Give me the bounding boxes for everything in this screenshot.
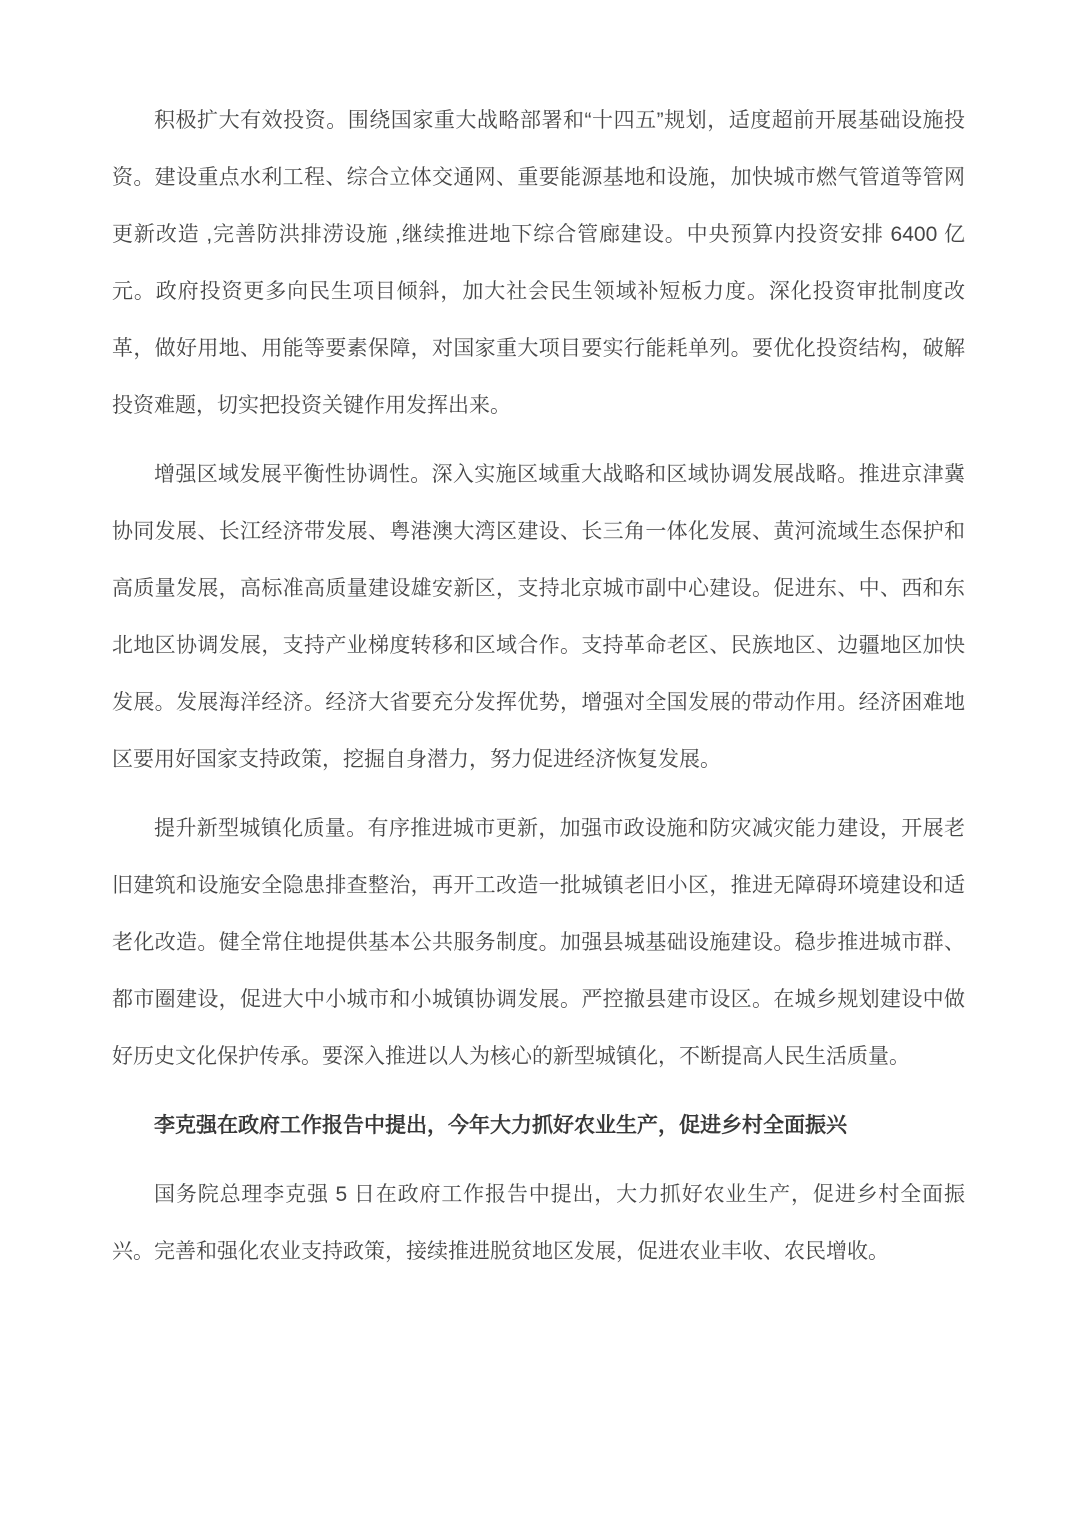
paragraph-agriculture: 国务院总理李克强 5 日在政府工作报告中提出，大力抓好农业生产，促进乡村全面振兴。完善和强化农业支持政策，接续推进脱贫地区发展，促进农业丰收、农民增收。: [112, 1183, 965, 1263]
paragraph-investment: 积极扩大有效投资。围绕国家重大战略部署和“十四五”规划，适度超前开展基础设施投资。建设重点水利工程、综合立体交通网、重要能源基地和设施，加快城市燃气管道等管网更新改造 ,完善防洪排涝设施 ,继续推进地下综合管廊建设。中央预算内投资安排 6400 亿元。政府投资更多向民生项目倾斜，加大社会民生领域补短板力度。深化投资审批制度改革，做好用地、用能等要素保障，对国家重大项目要实行能耗单列。要优化投资结构，破解投资难题，切实把投资关键作用发挥出来。: [112, 109, 965, 417]
paragraph-urbanization: 提升新型城镇化质量。有序推进城市更新，加强市政设施和防灾减灾能力建设，开展老旧建筑和设施安全隐患排查整治，再开工改造一批城镇老旧小区，推进无障碍环境建设和适老化改造。健全常住地提供基本公共服务制度。加强县城基础设施建设。稳步推进城市群、都市圈建设，促进大中小城市和小城镇协调发展。严控撤县建市设区。在城乡规划建设中做好历史文化保护传承。要深入推进以人为核心的新型城镇化，不断提高人民生活质量。: [112, 817, 965, 1068]
section-heading-agriculture: 李克强在政府工作报告中提出，今年大力抓好农业生产，促进乡村全面振兴: [154, 1114, 847, 1137]
paragraph-regional-development: 增强区域发展平衡性协调性。深入实施区域重大战略和区域协调发展战略。推进京津冀协同发展、长江经济带发展、粤港澳大湾区建设、长三角一体化发展、黄河流域生态保护和高质量发展，高标准高质量建设雄安新区，支持北京城市副中心建设。促进东、中、西和东北地区协调发展，支持产业梯度转移和区域合作。支持革命老区、民族地区、边疆地区加快发展。发展海洋经济。经济大省要充分发挥优势，增强对全国发展的带动作用。经济困难地区要用好国家支持政策，挖掘自身潜力，努力促进经济恢复发展。: [112, 463, 965, 771]
